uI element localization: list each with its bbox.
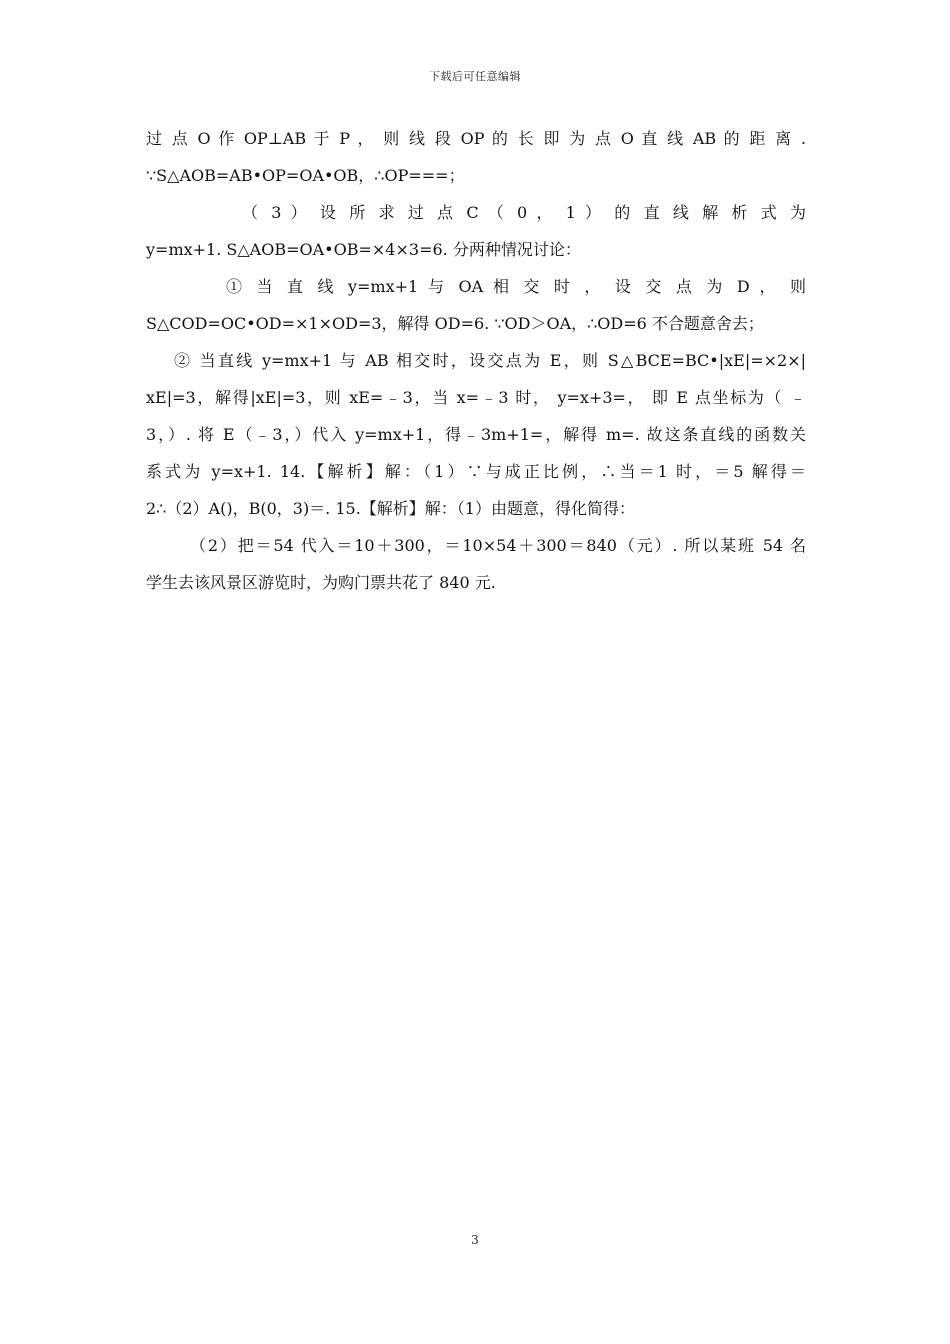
body-line-7: ② 当直线 y=mx+1 与 AB 相交时，设交点为 E，则 S△BCE=BC•|xE|=×2×| (174, 351, 806, 370)
body-line-8: xE|=3，解得|xE|=3，则 xE=﹣3，当 x=﹣3 时， y=x+3=， 即 E 点坐标为（ ﹣ (146, 388, 806, 407)
page-header: 下载后可任意编辑 (429, 70, 521, 83)
document-body (146, 120, 806, 601)
body-line-10: 系式为 y=x+1. 14.【解析】解：（1）∵与成正比例，∴当＝1 时，＝5 解得＝ (146, 462, 806, 481)
body-line-2: ∵S△AOB=AB•OP=OA•OB，∴OP===； (146, 166, 465, 185)
body-line-1: 过 点 O 作 OP⊥AB 于 P ， 则 线 段 OP 的 长 即 为 点 O 直 线 AB 的 距 离 . (146, 129, 806, 148)
body-line-13: 学生去该风景区游览时，为购门票共花了 840 元. (146, 573, 496, 592)
body-line-3: （ 3 ） 设 所 求 过 点 C （ 0 ， 1 ） 的 直 线 解 析 式 为 (242, 203, 806, 222)
body-line-9: 3，）. 将 E（﹣3，）代入 y=mx+1，得﹣3m+1=，解得 m=. 故这条直线的函数关 (146, 425, 806, 444)
body-line-4: y=mx+1. S△AOB=OA•OB=×4×3=6. 分两种情况讨论： (146, 240, 581, 259)
body-line-12: （2）把＝54 代入＝10＋300，＝10×54＋300＝840（元）. 所以某班 54 名 (190, 536, 806, 555)
body-line-6: S△COD=OC•OD=×1×OD=3，解得 OD=6. ∵OD＞OA，∴OD=6 不合题意舍去； (146, 314, 764, 333)
page-number: 3 (471, 1233, 479, 1247)
body-line-5: ① 当 直 线 y=mx+1 与 OA 相 交 时 ， 设 交 点 为 D ， 则 (226, 277, 806, 296)
body-line-11: 2∴（2）A()，B(0，3)＝. 15.【解析】解：（1）由题意，得化简得： (146, 499, 635, 518)
